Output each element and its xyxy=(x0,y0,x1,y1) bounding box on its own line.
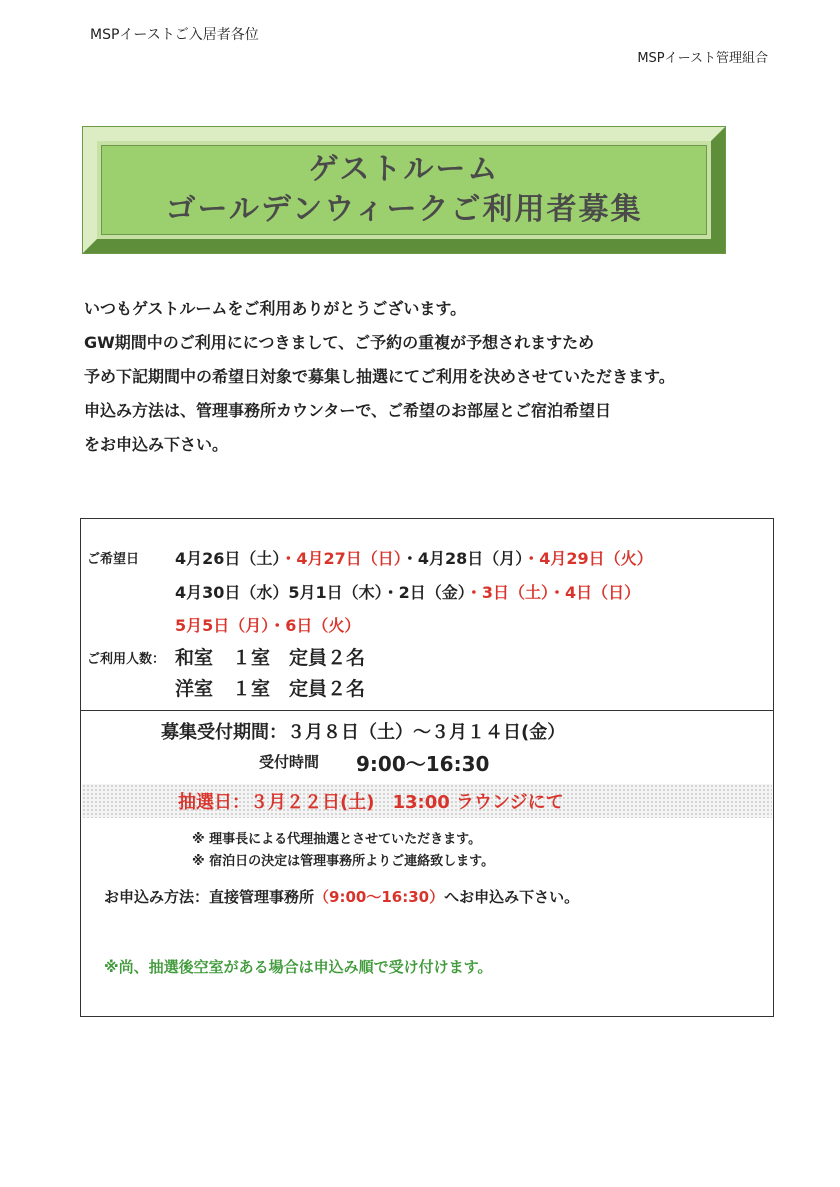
schedule-box xyxy=(80,518,774,710)
lottery-date: 抽選日：３月２２日(土) 13:00 ラウンジにて xyxy=(178,792,564,813)
capacity-label: ご利用人数： xyxy=(87,652,166,667)
intro-line: 申込み方法は、管理事務所カウンターで、ご希望のお部屋とご宿泊希望日 xyxy=(84,401,612,420)
title-panel xyxy=(83,127,725,253)
method-hours: （9:00～16:30） xyxy=(314,888,445,906)
date-group: 4月26日（土） xyxy=(175,549,281,568)
date-group-holiday: 5月5日（月）・6日（火） xyxy=(175,616,361,635)
room-western: 洋室 １室 定員２名 xyxy=(175,678,366,700)
date-group-holiday: ・3日（土）・4日（日） xyxy=(465,583,641,602)
footnote-vacancy: ※尚、抽選後空室がある場合は申込み順で受け付けます。 xyxy=(104,958,493,976)
title-line-2: ゴールデンウィークご利用者募集 xyxy=(165,192,643,227)
reception-hours: 9:00～16:30 xyxy=(356,752,490,776)
date-group: ・4月28日（月） xyxy=(401,549,524,568)
intro-line: GW期間中のご利用ににつきまして、ご予約の重複が予想されますため xyxy=(84,333,595,352)
wish-dates-line-1 xyxy=(175,546,653,569)
intro-line: 予め下記期間中の希望日対象で募集し抽選にてご利用を決めさせていただきます。 xyxy=(84,367,675,386)
addressee-line: MSPイーストご入居者各位 xyxy=(90,27,259,43)
date-group-holiday: ・4月27日（日） xyxy=(280,549,402,568)
date-group: 4月30日（水）5月1日（木）・2日（金） xyxy=(175,583,466,602)
method-suffix: へお申込み下さい。 xyxy=(444,888,580,906)
intro-line: をお申込み下さい。 xyxy=(84,435,229,454)
title-line-1: ゲストルーム xyxy=(308,152,500,187)
reception-hours-label: 受付時間 xyxy=(259,753,320,771)
sender-line: MSPイースト管理組合 xyxy=(637,51,768,66)
intro-line: いつもゲストルームをご利用ありがとうございます。 xyxy=(84,299,467,318)
date-group-holiday: ・4月29日（火） xyxy=(523,549,653,568)
application-period: 募集受付期間：３月８日（土）～３月１４日(金） xyxy=(161,722,566,743)
wish-dates-line-2 xyxy=(175,580,640,603)
application-method xyxy=(104,886,579,907)
room-japanese: 和室 １室 定員２名 xyxy=(175,647,366,669)
wish-dates-label: ご希望日 xyxy=(87,552,140,567)
note-stay-decision: ※ 宿泊日の決定は管理事務所よりご連絡致します。 xyxy=(192,854,495,869)
wish-dates-line-3 xyxy=(175,613,360,636)
intro-paragraph xyxy=(84,292,784,462)
note-proxy-lottery: ※ 理事長による代理抽選とさせていただきます。 xyxy=(192,832,482,847)
title-panel-inner xyxy=(101,145,707,235)
method-prefix: お申込み方法：直接管理事務所 xyxy=(104,888,315,906)
